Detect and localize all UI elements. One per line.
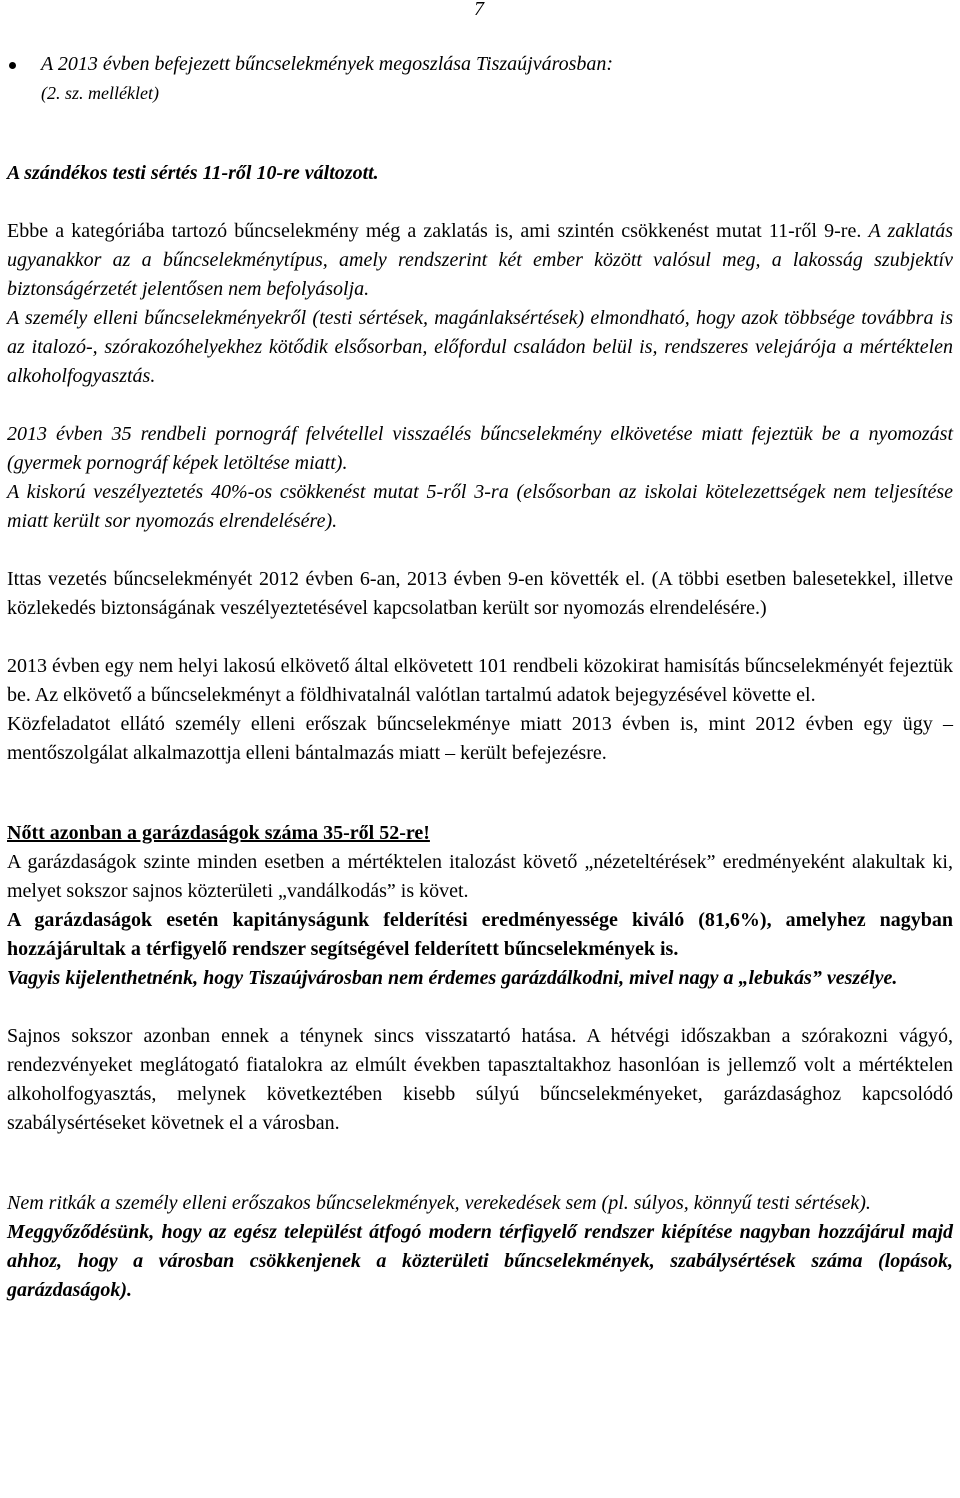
paragraph-harassment <box>7 217 953 304</box>
paragraph-minor-endangerment: A kiskorú veszélyeztetés 40%-os csökkenést mutat 5-ről 3-ra (elsősorban az iskolai kötelezettségek nem teljesítése miatt került sor nyomozás elrendelésére). <box>7 481 953 532</box>
paragraph-conclusion: Vagyis kijelenthetnénk, hogy Tiszaújvárosban nem érdemes garázdálkodni, mivel nagy a „lebukás” veszélye. <box>7 967 898 989</box>
heading-assault: A szándékos testi sértés 11-ről 10-re változott. <box>7 162 379 184</box>
paragraph-cctv-conviction: Meggyőződésünk, hogy az egész települést átfogó modern térfigyelő rendszer kiépítése nagyban hozzájárul majd ahhoz, hogy a városban csökkenjenek a közterületi bűncselekmények, szabálysértések száma (lopások, garázdaságok). <box>7 1221 953 1301</box>
bullet-item <box>7 50 953 108</box>
paragraph-detection-rate: A garázdaságok esetén kapitányságunk felderítési eredményessége kiváló (81,6%), amelyhez nagyban hozzájárultak a térfigyelő rendszer segítségével felderített bűncselekmények is. <box>7 909 953 960</box>
bullet-dot-icon <box>9 62 16 69</box>
paragraph-weekend: Sajnos sokszor azonban ennek a ténynek sincs visszatartó hatása. A hétvégi időszakban a szórakozni vágyó, rendezvényeket meglátogató fiatalokra az elmúlt években tapasztaltakhoz hasonlóan is jellemző volt a mértéktelen alkoholfogyasztás, melynek következtében kisebb súlyú bűncselekményeket, garázdasághoz kapcsolódó szabálysértéseket követnek el a városban. <box>7 1025 953 1134</box>
paragraph-pornography: 2013 évben 35 rendbeli pornográf felvétellel visszaélés bűncselekmény elkövetése miatt fejeztük be a nyomozást (gyermek pornográf képek letöltése miatt). <box>7 423 953 474</box>
paragraph-public-official: Közfeladatot ellátó személy elleni erőszak bűncselekménye miatt 2013 évben is, mint 2012 évben egy ügy – mentőszolgálat alkalmazottja elleni bántalmazás miatt – került befejezésre. <box>7 713 953 764</box>
paragraph-personal-crimes: A személy elleni bűncselekményekről (testi sértések, magánlaksértések) elmondható, hogy azok többsége továbbra is az italozó-, szórakozóhelyekhez kötődik elsősorban, előfordul családon belül is, rendszeres velejárója a mértéktelen alkoholfogyasztás. <box>7 307 953 387</box>
paragraph-drunk-driving: Ittas vezetés bűncselekményét 2012 évben 6-an, 2013 évben 9-en követték el. (A többi esetben balesetekkel, illetve közlekedés biztonságának veszélyeztetésével kapcsolatban került sor nyomozás elrendelésére.) <box>7 568 953 619</box>
bullet-subtitle: (2. sz. melléklet) <box>41 83 159 103</box>
paragraph-harassment-italic: A zaklatás ugyanakkor az a bűncselekménytípus, amely rendszerint két ember között valósul meg, a lakosság szubjektív biztonságérzetét jelentősen nem befolyásolja. <box>7 220 953 300</box>
paragraph-forgery: 2013 évben egy nem helyi lakosú elkövető által elkövetett 101 rendbeli közokirat hamisítás bűncselekményét fejeztük be. Az elkövető a bűncselekményt a földhivatalnál valótlan tartalmú adatok bejegyzésével követte el. <box>7 655 953 706</box>
paragraph-violent-crimes: Nem ritkák a személy elleni erőszakos bűncselekmények, verekedések sem (pl. súlyos, könnyű testi sértések). <box>7 1192 871 1214</box>
page-number: 7 <box>474 0 484 20</box>
document-body <box>7 50 953 1305</box>
heading-disorderly-conduct: Nőtt azonban a garázdaságok száma 35-ről 52-re! <box>7 822 430 844</box>
bullet-title: A 2013 évben befejezett bűncselekmények megoszlása Tiszaújvárosban: <box>41 53 614 75</box>
paragraph-disorderly-causes: A garázdaságok szinte minden esetben a mértéktelen italozást követő „nézeteltérések” eredményeként alakultak ki, melyet sokszor sajnos közterületi „vandálkodás” is követ. <box>7 851 953 902</box>
paragraph-harassment-plain: Ebbe a kategóriába tartozó bűncselekmény még a zaklatás is, ami szintén csökkenést mutat 11-ről 9-re. <box>7 220 869 242</box>
